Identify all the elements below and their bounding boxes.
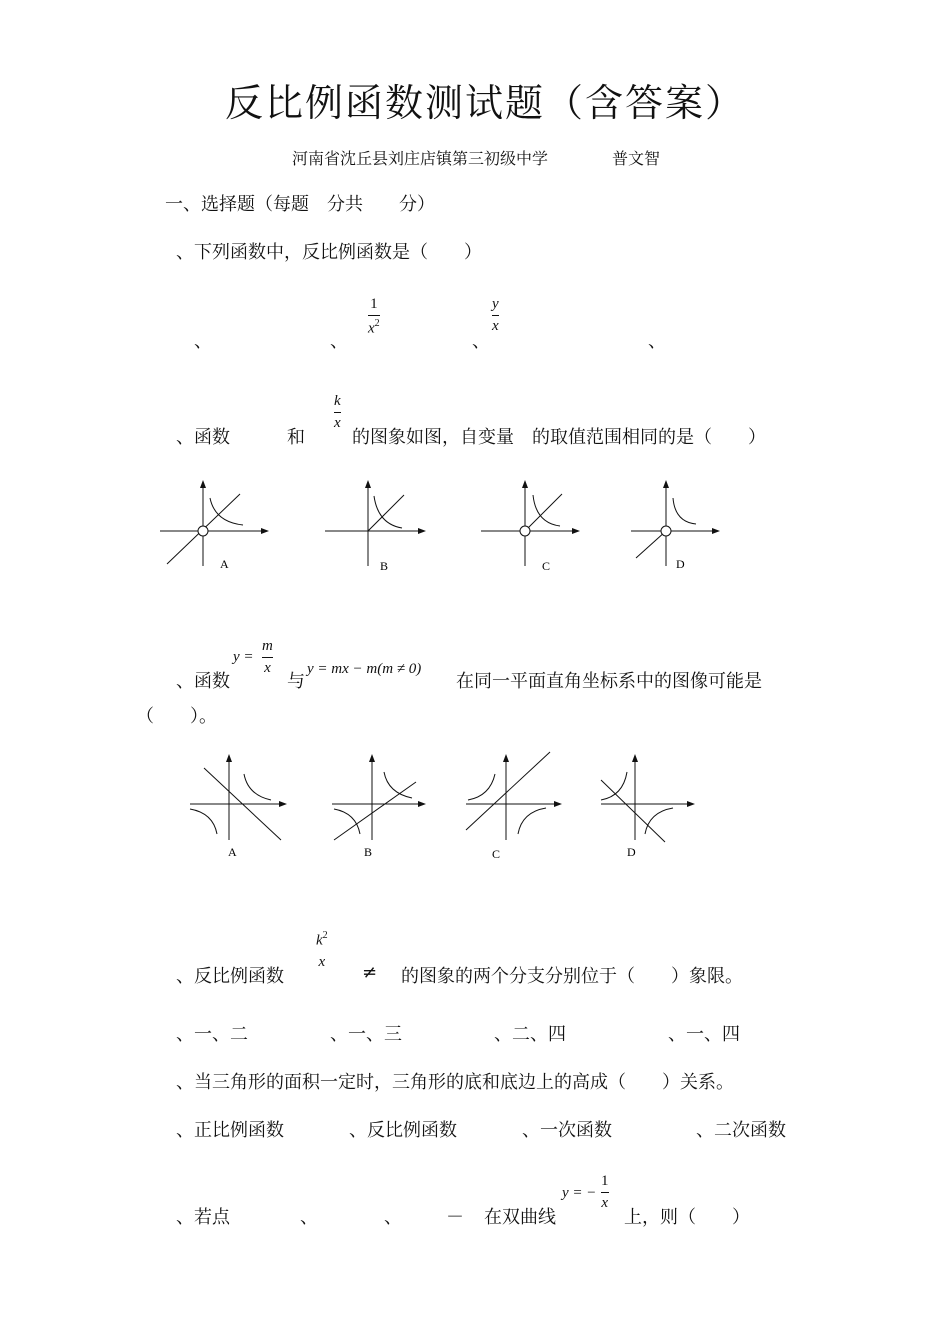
q1-option-d: 、 (648, 331, 666, 352)
q2-graph-b-label: B (380, 559, 389, 573)
q6-formula-lhs: y = − (562, 1185, 597, 1201)
q3-formula-2: y = mx − m(m ≠ 0) (307, 661, 422, 677)
q4-text-1: 、反比例函数 (176, 966, 284, 987)
q4-option-d: 、一、四 (668, 1024, 740, 1045)
q2-graph-a (155, 478, 275, 573)
author-name: 普文智 (612, 149, 661, 168)
q4-option-a: 、一、二 (176, 1024, 248, 1045)
q4-fraction: $k^2$ x (316, 930, 328, 970)
school-name: 河南省沈丘县刘庄店镇第三初级中学 (292, 149, 549, 168)
page-title: 反比例函数测试题（含答案） (225, 81, 746, 125)
q3-graph-b (328, 752, 438, 862)
q5-option-c: 、一次函数 (522, 1120, 612, 1141)
q1-stem: 、下列函数中，反比例函数是（ ） (176, 242, 482, 263)
q2-graph-b (320, 478, 440, 573)
q4-neq: ≠ (362, 962, 378, 983)
q6-text-4: － (446, 1207, 464, 1228)
q3-graph-c (462, 752, 572, 862)
q1-fraction-b: 1 $x^2$ (368, 296, 380, 336)
q3-graph-b-label: B (364, 845, 373, 859)
q2-graph-c (476, 478, 596, 573)
section-heading: 一、选择题（每题 分共 分） (165, 194, 435, 215)
q5-stem: 、当三角形的面积一定时，三角形的底和底边上的高成（ ）关系。 (176, 1072, 734, 1093)
q3-graph-d (597, 752, 707, 862)
q6-formula-fraction: 1 x (601, 1173, 609, 1211)
q6-text-2: 、 (300, 1207, 318, 1228)
q3-graph-c-label: C (492, 847, 501, 861)
q3-text-2: 与 (287, 671, 305, 692)
q3-text-1: 、函数 (176, 671, 230, 692)
q6-text-5: 在双曲线 (484, 1207, 556, 1228)
q5-option-a: 、正比例函数 (176, 1120, 284, 1141)
q2-graph-d-label: D (676, 557, 685, 571)
q3-text-4: （ ）。 (136, 706, 217, 727)
q6-text-3: 、 (384, 1207, 402, 1228)
q4-text-2: 的图象的两个分支分别位于（ ）象限。 (401, 966, 743, 987)
q3-formula-1-fraction: m x (262, 638, 273, 676)
q5-option-d: 、二次函数 (696, 1120, 786, 1141)
q2-fraction: k x (334, 393, 341, 431)
q4-option-c: 、二、四 (494, 1024, 566, 1045)
q1-option-a: 、 (194, 331, 212, 352)
q3-graph-d-label: D (627, 845, 636, 859)
q1-option-c: 、 (472, 331, 490, 352)
q2-text-1: 、函数 (176, 427, 230, 448)
q2-graph-d (626, 478, 746, 573)
q2-text-2: 和 (287, 427, 305, 448)
q1-option-b: 、 (330, 331, 348, 352)
q2-graph-a-label: A (220, 557, 229, 571)
q3-text-3: 在同一平面直角坐标系中的图像可能是 (456, 671, 762, 692)
q3-formula-1-lhs: y = (233, 649, 254, 665)
q3-graph-a (186, 752, 296, 862)
q5-option-b: 、反比例函数 (349, 1120, 457, 1141)
q4-option-b: 、一、三 (330, 1024, 402, 1045)
q2-graph-c-label: C (542, 559, 551, 573)
q6-text-6: 上，则（ ） (624, 1207, 750, 1228)
q2-text-3: 的图象如图，自变量 的取值范围相同的是（ ） (352, 427, 766, 448)
q1-fraction-c: y x (492, 296, 499, 334)
q6-text-1: 、若点 (176, 1207, 230, 1228)
q3-graph-a-label: A (228, 845, 237, 859)
